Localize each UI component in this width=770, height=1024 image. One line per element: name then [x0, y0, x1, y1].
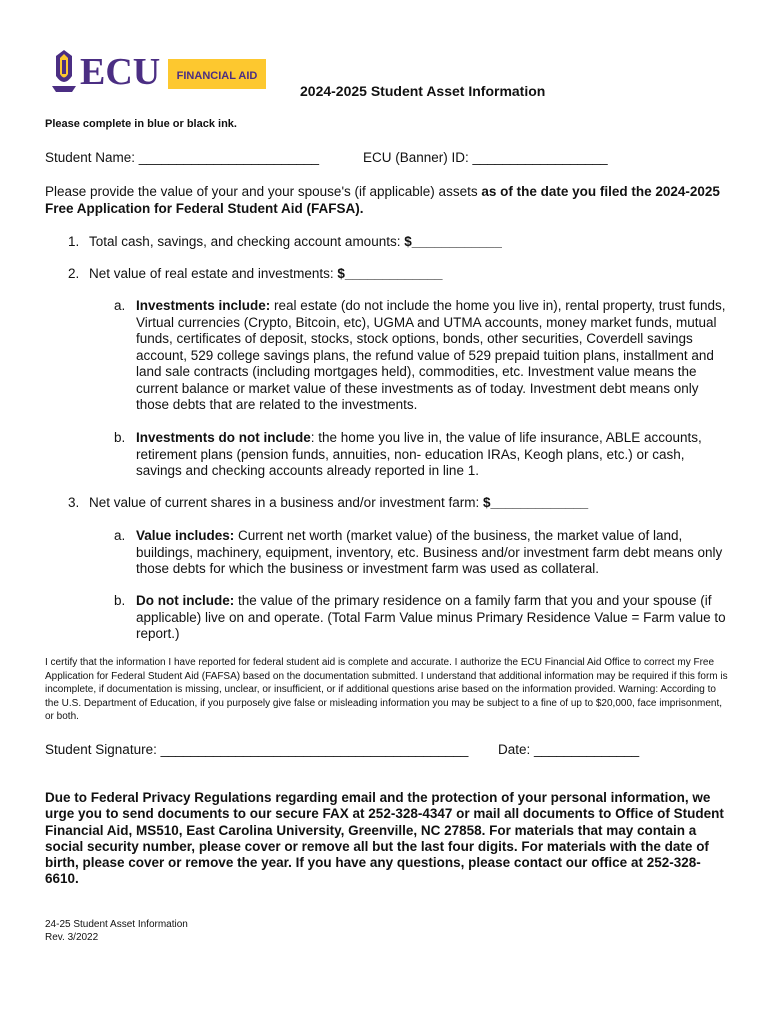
item-3: [68, 494, 588, 511]
item-1: [68, 233, 502, 250]
item-2b-text: : the home you live in, the value of life insurance, ABLE accounts, retirement plans (pension funds, annuities, non- education IRAs, Keogh plans, etc.) or cash, savings and checking accounts already reported in line 1.: [136, 430, 702, 478]
item-3-blank[interactable]: $_____________: [482, 495, 589, 510]
item-2a-letter: a.: [114, 298, 126, 313]
privacy-notice: Due to Federal Privacy Regulations regarding email and the protection of your personal information, we urge you to send documents to our secure FAX at 252-328-4347 or mail all documents to Office of Student Financial Aid, MS510, East Carolina University, Greenville, NC 27858. For materials that may contain a social security number, please cover or remove all but the last four digits. For materials with the date of birth, please cover or remove the year. If you have any questions, please contact our office at 252-328-6610.: [45, 790, 724, 887]
item-3-number: 3.: [68, 495, 80, 510]
item-2-blank[interactable]: $_____________: [337, 266, 443, 281]
logo-badge-text: FINANCIAL AID: [176, 70, 258, 82]
item-1-text: Total cash, savings, and checking account amounts:: [89, 234, 405, 249]
item-3a-heading: Value includes:: [136, 528, 235, 543]
footer-revision: Rev. 3/2022: [45, 932, 99, 943]
logo-ecu-text: ECU: [80, 51, 161, 93]
ecu-financial-aid-logo: [50, 48, 266, 94]
student-name-field[interactable]: Student Name: ________________________: [45, 150, 319, 165]
item-3a-text: Current net worth (market value) of the business, the market value of land, buildings, machinery, equipment, inventory, etc. Business and/or investment farm debt means only those debts for which the business or investment farm was used as collateral.: [136, 528, 723, 576]
item-2b: [114, 430, 726, 480]
item-2-text: Net value of real estate and investments:: [89, 266, 338, 281]
item-3b-letter: b.: [114, 593, 126, 608]
ecu-id-field[interactable]: ECU (Banner) ID: __________________: [363, 150, 608, 165]
intro-text: Please provide the value of your and your spouse's (if applicable) assets: [45, 184, 482, 199]
item-2a-heading: Investments include:: [136, 298, 271, 313]
item-2b-heading: Investments do not include: [136, 430, 311, 445]
page-title: 2024-2025 Student Asset Information: [300, 83, 546, 99]
footer: [45, 918, 188, 944]
item-2a-text: real estate (do not include the home you live in), rental property, trust funds, Virtual currencies (Crypto, Bitcoin, etc), UGMA and UTMA accounts, money market funds, mutual funds, certificates of deposit, stocks, stock options, bonds, other securities, Coverdell savings account, 529 college savings plans, the refund value of 529 prepaid tuition plans, installment and land sale contracts (including mortgages held), commodities, etc. Investment value means the current balance or market value of these investments as of today. Investment debt means only those debts that are related to the investments.: [136, 298, 726, 412]
item-2: [68, 265, 443, 282]
item-3a-letter: a.: [114, 528, 126, 543]
date-field[interactable]: Date: ______________: [498, 742, 640, 757]
intro-bold-text: as of the date you filed the 2024-2025 Free Application for Federal Student Aid (FAFSA).: [45, 184, 720, 216]
item-3b-heading: Do not include:: [136, 593, 235, 608]
pirate-shield-icon: [52, 50, 76, 92]
ink-instruction: Please complete in blue or black ink.: [45, 118, 237, 130]
footer-form-name: 24-25 Student Asset Information: [45, 919, 188, 930]
certification-statement: I certify that the information I have reported for federal student aid is complete and accurate. I authorize the ECU Financial Aid Office to correct my Free Application for Federal Student Aid (FAFSA) based on the documentation submitted. I understand that additional information may be required if this form is incomplete, if documentation is missing, unclear, or insufficient, or if additional questions arise based on the information provided. Warning: According to the U.S. Department of Education, if you purposely give false or misleading information you may be subject to a fine of up to $20,000, face imprisonment, or both.: [45, 657, 728, 723]
intro-paragraph: [45, 183, 725, 217]
item-1-blank[interactable]: $____________: [404, 234, 502, 249]
item-1-number: 1.: [68, 234, 80, 249]
student-signature-field[interactable]: Student Signature: _________________________________________: [45, 742, 469, 757]
item-3-text: Net value of current shares in a business and/or investment farm:: [89, 495, 483, 510]
item-2b-letter: b.: [114, 430, 126, 445]
item-3b: [114, 593, 726, 643]
item-2a: [114, 298, 726, 414]
item-3a: [114, 528, 726, 578]
item-2-number: 2.: [68, 266, 80, 281]
item-3b-text: the value of the primary residence on a family farm that you and your spouse (if applicable) live on and operate. (Total Farm Value minus Primary Residence Value = Farm value to report.): [136, 593, 726, 641]
